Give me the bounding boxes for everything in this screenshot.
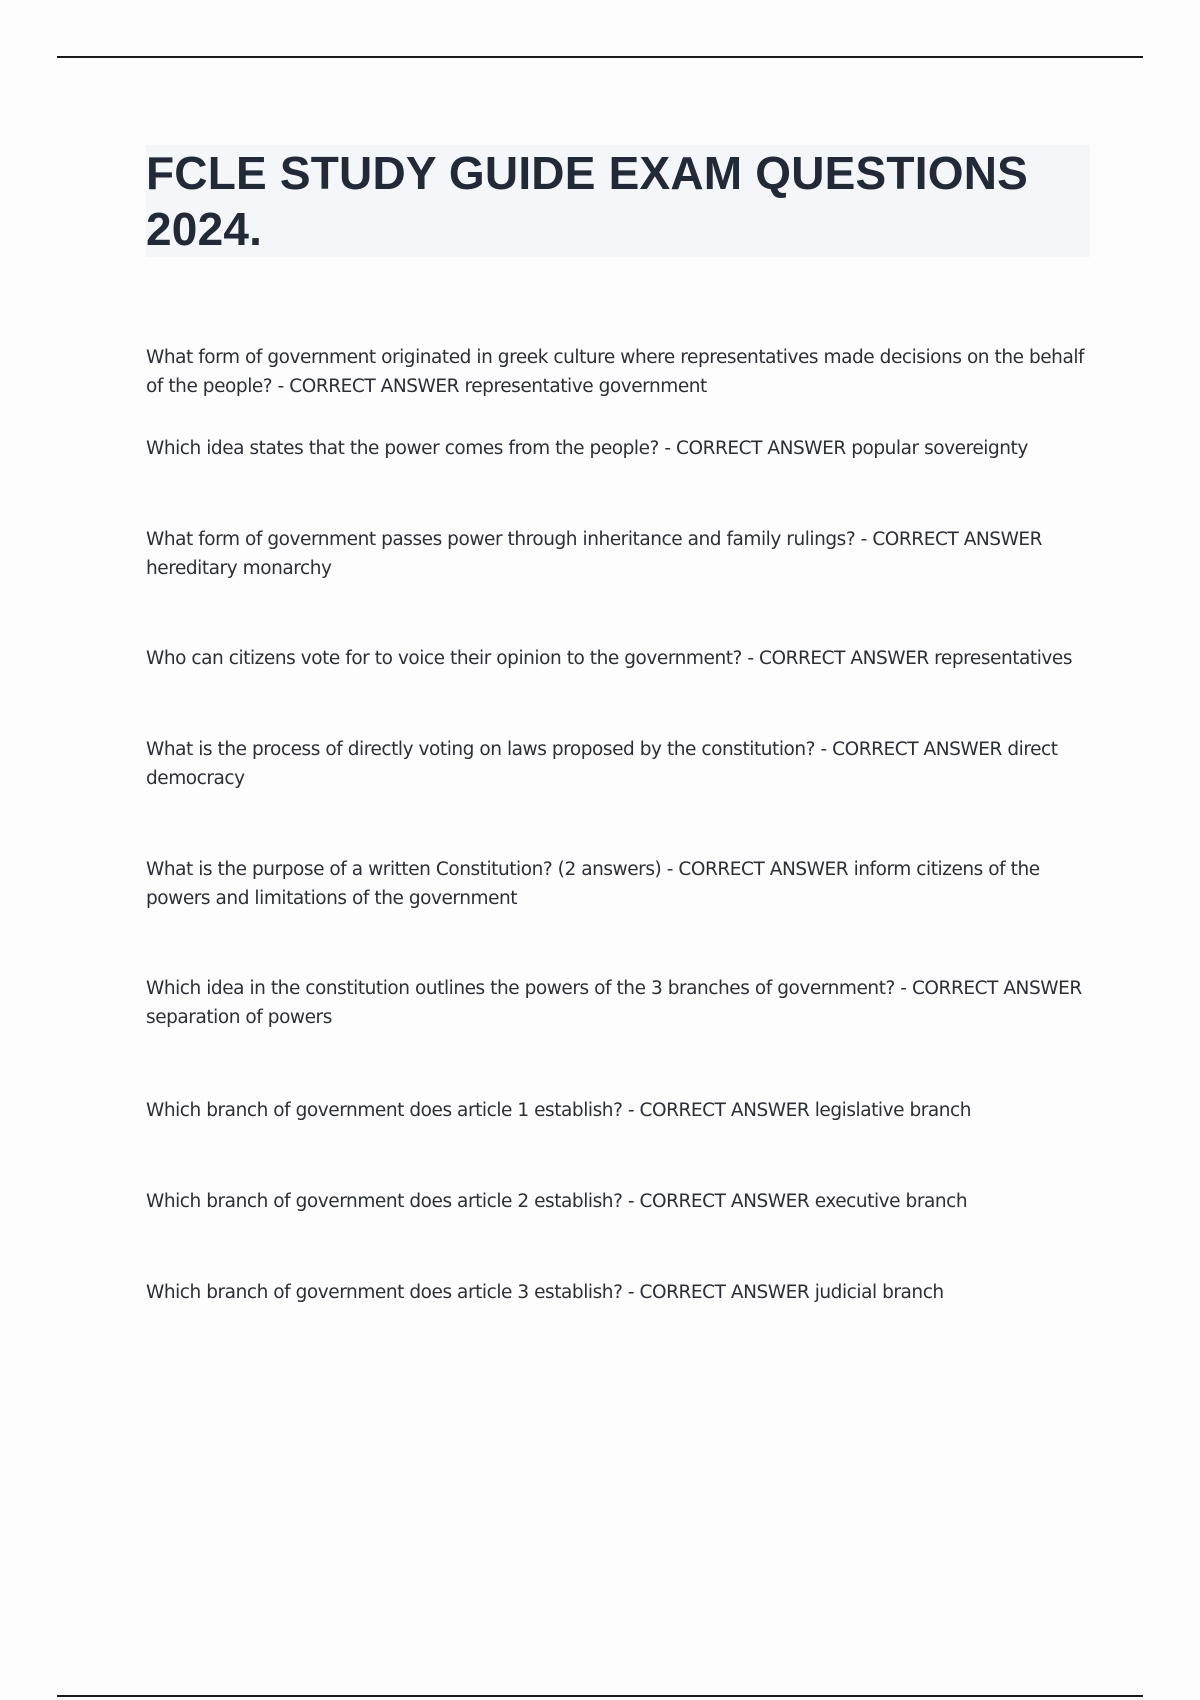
answer-label: CORRECT ANSWER [639,1191,810,1212]
question-text: Which idea in the constitution outlines the powers of the 3 branches of government? [146,978,895,999]
question-text: Which branch of government does article 3 establish? [146,1282,623,1303]
question-text: What is the process of directly voting on laws proposed by the constitution? [146,739,816,760]
question-text: What is the purpose of a written Constitution? (2 answers) [146,859,662,880]
separator: - [815,739,833,760]
answer-label: CORRECT ANSWER [678,859,849,880]
question-text: What form of government originated in greek culture where representatives made decisions on the behalf of the people? [146,347,1085,397]
answer-label: CORRECT ANSWER [872,529,1043,550]
bottom-rule [57,1695,1143,1697]
qa-item [146,1278,1096,1338]
answer-text: inform citizens of the powers and limitations of the government [146,859,1040,909]
question-list [146,343,1096,1338]
separator: - [622,1282,640,1303]
qa-item [146,343,1096,434]
answer-label: CORRECT ANSWER [639,1282,810,1303]
page-title: FCLE STUDY GUIDE EXAM QUESTIONS 2024. [146,147,1028,255]
answer-label: CORRECT ANSWER [911,978,1082,999]
answer-text: representatives [934,648,1073,669]
answer-text: judicial branch [814,1282,944,1303]
separator: - [658,438,677,459]
qa-item [146,644,1096,735]
separator: - [661,859,679,880]
qa-item [146,434,1096,525]
question-text: Which branch of government does article 2 establish? [146,1191,623,1212]
answer-label: CORRECT ANSWER [758,648,929,669]
question-text: Who can citizens vote for to voice their opinion to the government? [146,648,742,669]
question-text: What form of government passes power through inheritance and family rulings? [146,529,856,550]
qa-item [146,1096,1096,1187]
separator: - [622,1100,640,1121]
top-rule [57,56,1143,58]
answer-text: popular sovereignty [851,438,1028,459]
separator: - [622,1191,640,1212]
answer-text: direct democracy [146,739,1058,789]
answer-text: legislative branch [814,1100,972,1121]
qa-item [146,855,1096,974]
qa-item [146,974,1096,1096]
qa-item [146,525,1096,644]
answer-text: separation of powers [146,1007,332,1028]
answer-text: hereditary monarchy [146,558,332,579]
separator: - [741,648,759,669]
answer-text: representative government [464,376,707,397]
answer-text: executive branch [814,1191,968,1212]
question-text: Which idea states that the power comes from the people? [146,438,659,459]
qa-item [146,735,1096,855]
answer-label: CORRECT ANSWER [639,1100,810,1121]
answer-label: CORRECT ANSWER [289,376,460,397]
separator: - [855,529,873,550]
separator: - [894,978,912,999]
question-text: Which branch of government does article 1 establish? [146,1100,623,1121]
qa-item [146,1187,1096,1278]
separator: - [272,376,290,397]
title-block [146,145,1090,257]
answer-label: CORRECT ANSWER [676,438,846,459]
answer-label: CORRECT ANSWER [832,739,1002,760]
